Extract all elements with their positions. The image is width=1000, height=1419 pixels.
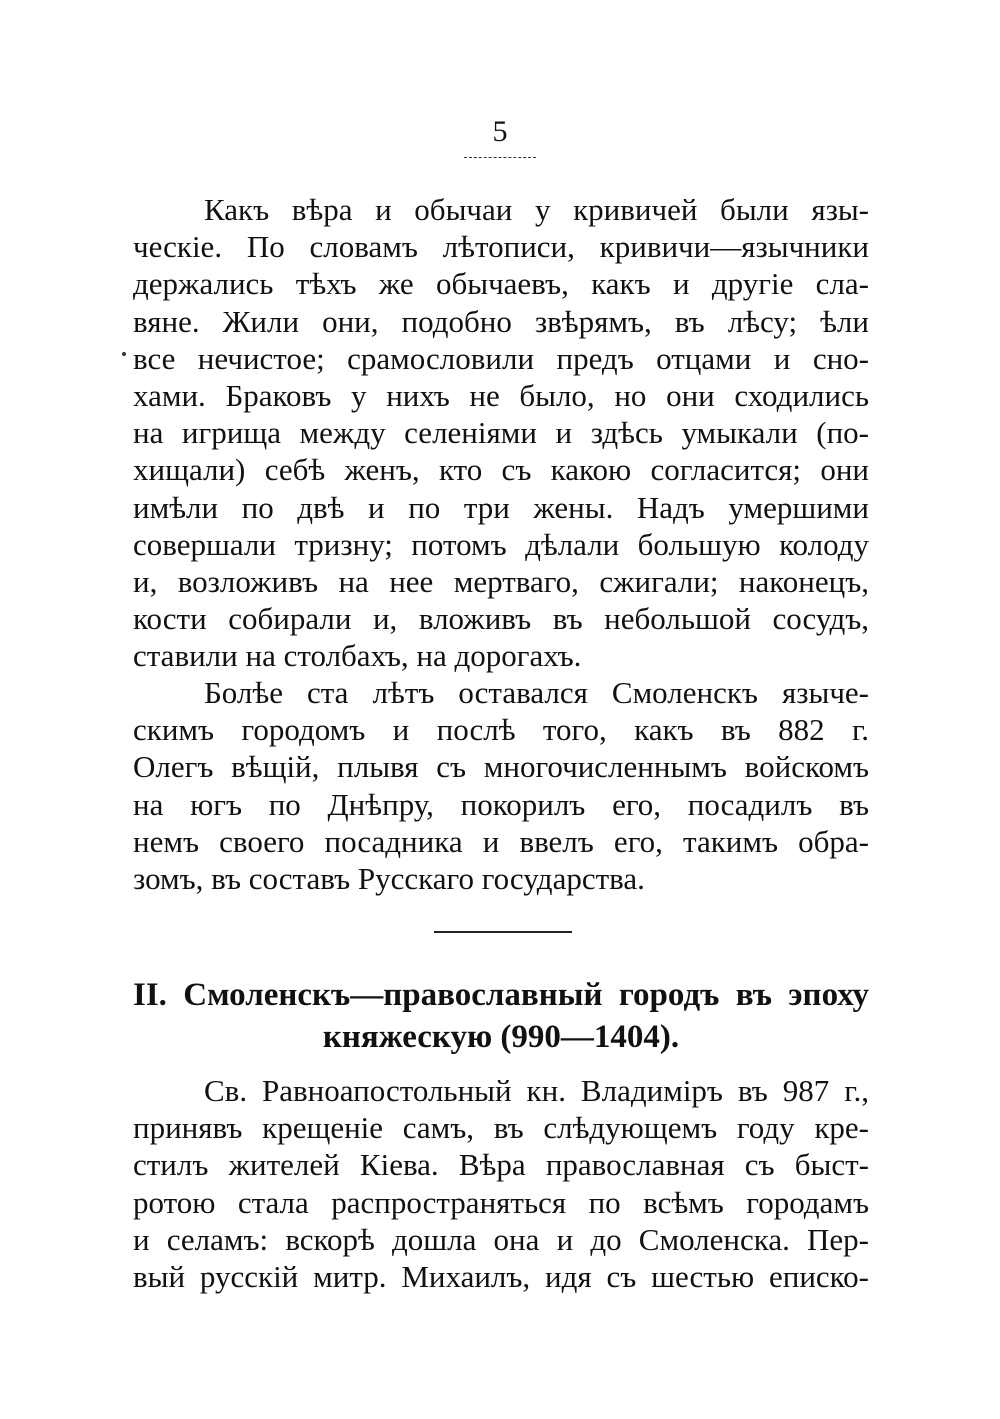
text-line: совершали тризну; потомъ дѣлали большую колоду (133, 526, 869, 562)
text-line: хищали) себѣ женъ, кто съ какою согласится; они (133, 452, 869, 488)
text-line: держались тѣхъ же обычаевъ, какъ и другіе сла- (133, 266, 869, 302)
text-line: Св. Равноапостольный кн. Владиміръ въ 987 г., (204, 1073, 869, 1108)
text-line: на югъ по Днѣпру, покорилъ его, посадилъ въ (133, 786, 869, 822)
text-line: хами. Браковъ у нихъ не было, но они сходились (133, 377, 869, 413)
text-line: и селамъ: вскорѣ дошла она и до Смоленска. Пер- (133, 1221, 869, 1257)
paragraph-3 (133, 1072, 869, 1295)
text-line: немъ своего посадника и ввелъ его, такимъ обра- (133, 823, 869, 859)
margin-mark (122, 352, 126, 356)
text-line: принявъ крещеніе самъ, въ слѣдующемъ году кре- (133, 1110, 869, 1146)
page-number-rule (464, 157, 536, 158)
paragraph-2 (133, 674, 869, 897)
text-line: ческіе. По словамъ лѣтописи, кривичи—язычники (133, 229, 869, 265)
text-line: скимъ городомъ и послѣ того, какъ въ 882 г. (133, 712, 869, 748)
text-line: все нечистое; срамословили предъ отцами и сно- (133, 340, 869, 376)
section-heading-line: II. Смоленскъ—православный городъ въ эпоху (133, 977, 869, 1013)
text-line: стилъ жителей Кіева. Вѣра православная съ быст- (133, 1147, 869, 1183)
text-line: Болѣе ста лѣтъ оставался Смоленскъ языче- (204, 675, 869, 710)
text-line: зомъ, въ составъ Русскаго государства. (133, 860, 645, 896)
section-heading (133, 974, 869, 1058)
text-line: ставили на столбахъ, на дорогахъ. (133, 638, 582, 674)
text-line: вяне. Жили они, подобно звѣрямъ, въ лѣсу; ѣли (133, 303, 869, 339)
text-line: ротою стала распространяться по всѣмъ городамъ (133, 1184, 869, 1220)
paragraph-1 (133, 191, 869, 674)
text-line: на игрища между селеніями и здѣсь умыкали (по- (133, 415, 869, 451)
text-line: вый русскій митр. Михаилъ, идя съ шестью еписко- (133, 1258, 869, 1294)
section-heading-line: княжескую (990—1404). (322, 1019, 680, 1055)
section-divider (434, 931, 572, 933)
text-line: Олегъ вѣщій, плывя съ многочисленнымъ войскомъ (133, 749, 869, 785)
text-line: и, возложивъ на нее мертваго, сжигали; наконецъ, (133, 563, 869, 599)
text-line: имѣли по двѣ и по три жены. Надъ умершими (133, 489, 869, 525)
page-number: 5 (492, 115, 508, 148)
text-line: кости собирали и, вложивъ въ небольшой сосудъ, (133, 601, 869, 637)
text-line: Какъ вѣра и обычаи у кривичей были язы- (204, 192, 869, 227)
